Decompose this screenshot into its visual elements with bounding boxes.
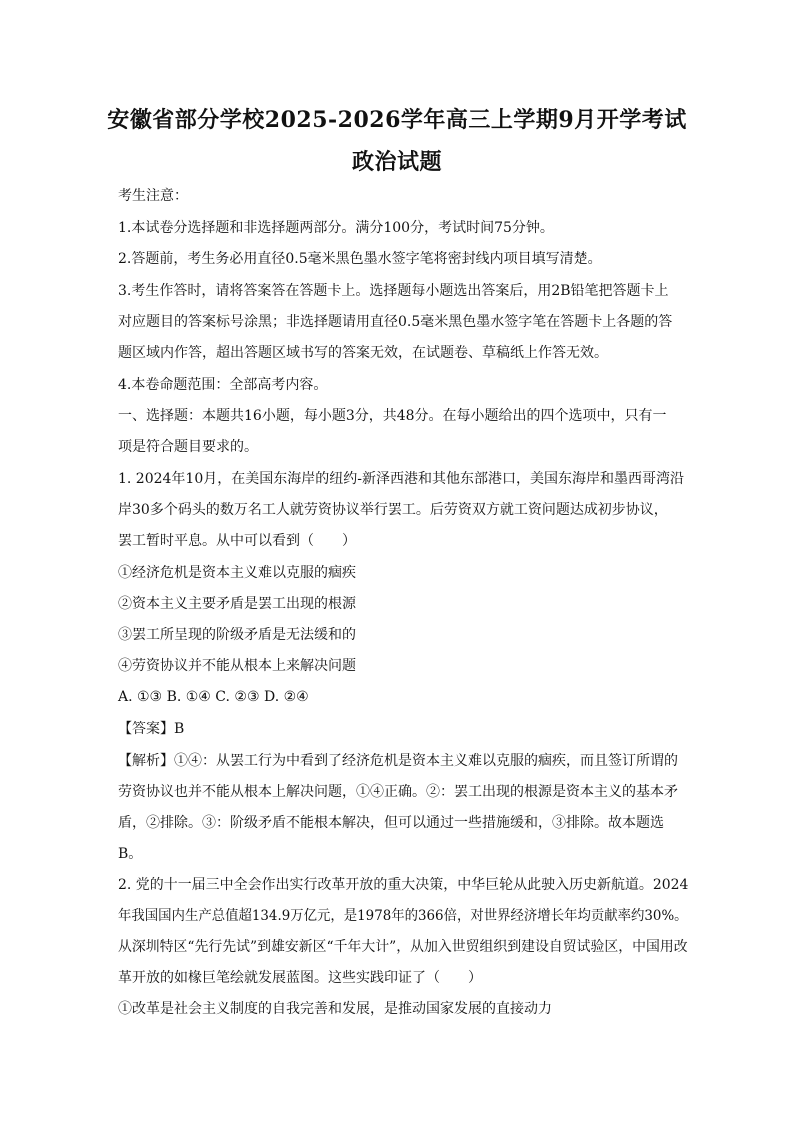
question-2-stem: 2. 党的十一届三中全会作出实行改革开放的重大决策，中华巨轮从此驶入历史新航道。2024 [118,877,689,893]
notice-item: 对应题目的答案标号涂黑；非选择题请用直径0.5毫米黑色墨水签字笔在答题卡上各题的答 [118,314,673,330]
question-1-option: ①经济危机是资本主义难以克服的痼疾 [118,565,356,581]
section-instruction: 一、选择题：本题共16小题，每小题3分，共48分。在每小题给出的四个选项中，只有一 [118,408,667,424]
question-1-analysis: 盾，②排除。③：阶级矛盾不能根本解决，但可以通过一些措施缓和，③排除。故本题选 [118,815,664,831]
question-1-answer: 【答案】B [118,721,185,737]
exam-title: 安徽省部分学校2025-2026学年高三上学期9月开学考试 [107,107,687,133]
question-1-stem: 1. 2024年10月，在美国东海岸的纽约-新泽西港和其他东部港口，美国东海岸和墨西哥湾沿 [118,471,684,487]
question-2-stem: 从深圳特区“先行先试”到雄安新区“千年大计”，从加入世贸组织到建设自贸试验区，中国用改 [118,939,688,955]
question-1-option: ②资本主义主要矛盾是罢工出现的根源 [118,596,356,612]
question-1-choices: A. ①③ B. ①④ C. ②③ D. ②④ [118,689,309,705]
question-1-stem: 罢工暂时平息。从中可以看到（ ） [118,533,356,549]
exam-subject: 政治试题 [351,149,442,175]
notice-item: 4.本卷命题范围：全部高考内容。 [118,377,328,393]
question-2-stem: 年我国国内生产总值超134.9万亿元，是1978年的366倍，对世界经济增长年均贡献率约30%。 [118,908,688,924]
question-1-analysis: B。 [118,846,143,862]
notice-heading: 考生注意： [118,188,188,204]
section-instruction: 项是符合题目要求的。 [118,439,258,455]
notice-item: 题区域内作答，超出答题区域书写的答案无效，在试题卷、草稿纸上作答无效。 [118,345,608,361]
question-2-option: ①改革是社会主义制度的自我完善和发展，是推动国家发展的直接动力 [118,1001,552,1017]
question-1-option: ④劳资协议并不能从根本上来解决问题 [118,658,356,674]
notice-item: 2.答题前，考生务必用直径0.5毫米黑色墨水签字笔将密封线内项目填写清楚。 [118,251,602,267]
question-1-stem: 岸30多个码头的数万名工人就劳资协议举行罢工。后劳资双方就工资问题达成初步协议， [118,502,668,518]
question-1-analysis: 【解析】①④：从罢工行为中看到了经济危机是资本主义难以克服的痼疾，而且签订所谓的 [118,753,678,769]
question-2-stem: 革开放的如椽巨笔绘就发展蓝图。这些实践印证了（ ） [118,970,482,986]
question-1-option: ③罢工所呈现的阶级矛盾是无法缓和的 [118,627,356,643]
notice-item: 1.本试卷分选择题和非选择题两部分。满分100分，考试时间75分钟。 [118,220,554,236]
question-1-analysis: 劳资协议也并不能从根本上解决问题，①④正确。②：罢工出现的根源是资本主义的基本矛 [118,784,678,800]
notice-item: 3.考生作答时，请将答案答在答题卡上。选择题每小题选出答案后，用2B铅笔把答题卡上 [118,283,669,299]
